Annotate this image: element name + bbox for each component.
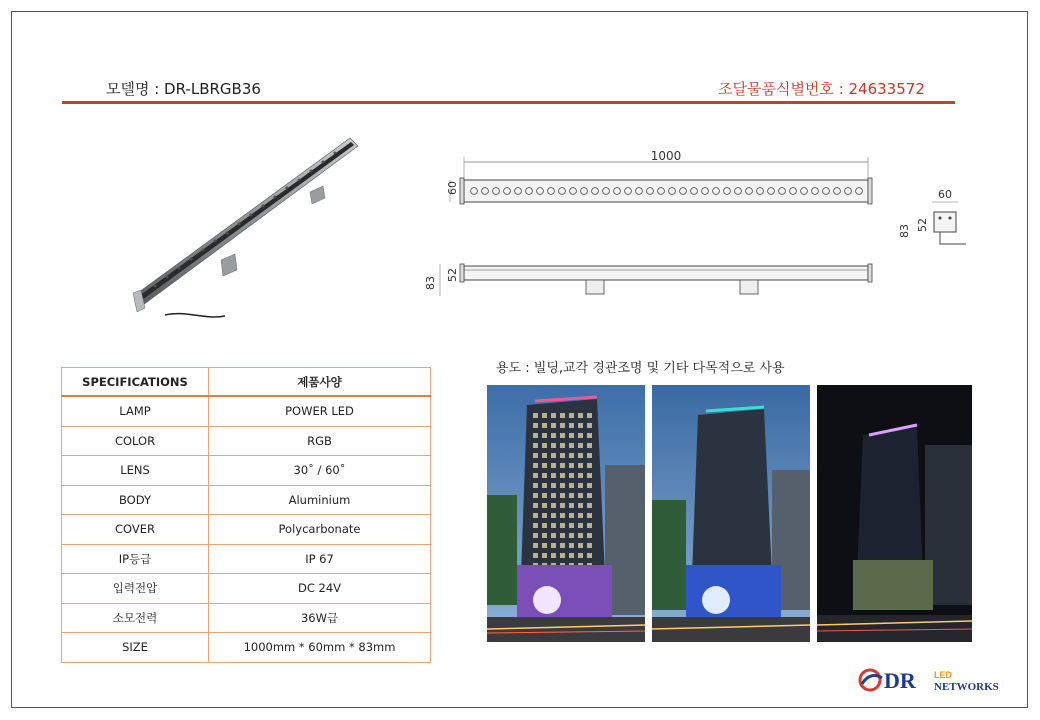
spec-value: 30˚ / 60˚ <box>209 456 431 486</box>
window-light <box>560 543 565 548</box>
window-light <box>578 513 583 518</box>
procurement-id: 조달물품식별번호 : 24633572 <box>718 80 925 98</box>
window-light <box>533 483 538 488</box>
dim-depth-body: 52 <box>446 268 459 282</box>
window-light <box>587 453 592 458</box>
window-light <box>587 533 592 538</box>
table-row <box>62 574 431 604</box>
window-light <box>560 433 565 438</box>
window-light <box>533 463 538 468</box>
window-light <box>551 453 556 458</box>
building-photo-night <box>817 385 972 642</box>
window-light <box>533 443 538 448</box>
table-row <box>62 456 431 486</box>
window-light <box>569 513 574 518</box>
dim-side-width: 60 <box>938 188 952 201</box>
window-light <box>578 413 583 418</box>
window-light <box>587 493 592 498</box>
window-light <box>587 433 592 438</box>
window-light <box>578 533 583 538</box>
window-light <box>542 443 547 448</box>
window-light <box>533 533 538 538</box>
window-light <box>551 433 556 438</box>
window-light <box>551 443 556 448</box>
window-light <box>569 493 574 498</box>
window-light <box>560 463 565 468</box>
window-light <box>551 503 556 508</box>
spec-label: COLOR <box>62 426 209 456</box>
window-light <box>533 413 538 418</box>
window-light <box>551 473 556 478</box>
window-light <box>569 443 574 448</box>
window-light <box>578 433 583 438</box>
table-row <box>62 396 431 426</box>
window-light <box>542 413 547 418</box>
window-light <box>542 543 547 548</box>
window-light <box>578 443 583 448</box>
window-light <box>569 463 574 468</box>
header-divider <box>62 101 955 104</box>
window-light <box>578 453 583 458</box>
table-row <box>62 515 431 545</box>
table-row <box>62 633 431 663</box>
window-light <box>569 413 574 418</box>
window-light <box>551 543 556 548</box>
window-light <box>542 503 547 508</box>
window-light <box>578 493 583 498</box>
window-light <box>551 493 556 498</box>
window-light <box>569 523 574 528</box>
window-light <box>551 423 556 428</box>
window-light <box>542 523 547 528</box>
window-light <box>587 513 592 518</box>
window-light <box>542 463 547 468</box>
window-light <box>578 523 583 528</box>
spec-label: LAMP <box>62 396 209 426</box>
window-light <box>587 473 592 478</box>
window-light <box>542 553 547 558</box>
window-light <box>560 503 565 508</box>
spec-value: DC 24V <box>209 574 431 604</box>
window-light <box>533 553 538 558</box>
window-light <box>533 473 538 478</box>
company-logo <box>858 666 1003 694</box>
spec-label: LENS <box>62 456 209 486</box>
spec-value: RGB <box>209 426 431 456</box>
window-light <box>587 503 592 508</box>
window-light <box>560 523 565 528</box>
window-light <box>569 553 574 558</box>
window-light <box>542 493 547 498</box>
window-light <box>533 433 538 438</box>
usage-text: 용도 : 빌딩,교각 경관조명 및 기타 다목적으로 사용 <box>496 361 785 376</box>
window-light <box>551 513 556 518</box>
window-light <box>569 423 574 428</box>
window-light <box>587 553 592 558</box>
window-light <box>587 483 592 488</box>
window-light <box>542 483 547 488</box>
window-light <box>551 533 556 538</box>
spec-label: 입력전압 <box>62 574 209 604</box>
window-light <box>560 423 565 428</box>
dim-depth-total: 83 <box>424 276 437 290</box>
window-light <box>542 473 547 478</box>
spec-label: SIZE <box>62 633 209 663</box>
window-light <box>587 463 592 468</box>
logo-led: LED <box>934 670 952 680</box>
spec-header-label: SPECIFICATIONS <box>62 368 209 397</box>
window-light <box>560 413 565 418</box>
table-row <box>62 485 431 515</box>
window-light <box>533 543 538 548</box>
window-light <box>578 473 583 478</box>
window-light <box>533 503 538 508</box>
model-name: 모델명 : DR-LBRGB36 <box>106 80 261 98</box>
window-light <box>542 453 547 458</box>
window-light <box>569 503 574 508</box>
spec-header-value: 제품사양 <box>209 368 431 397</box>
window-light <box>578 553 583 558</box>
window-light <box>533 453 538 458</box>
spec-value: IP 67 <box>209 544 431 574</box>
window-light <box>560 453 565 458</box>
product-image <box>125 130 365 325</box>
dim-side-total: 83 <box>898 224 911 238</box>
spec-value: 36W급 <box>209 603 431 633</box>
window-light <box>560 493 565 498</box>
spec-table <box>61 367 431 663</box>
logo-networks: NETWORKS <box>934 681 999 693</box>
dim-side-body: 52 <box>916 218 929 232</box>
spec-label: IP등급 <box>62 544 209 574</box>
window-light <box>551 523 556 528</box>
window-light <box>587 413 592 418</box>
window-light <box>587 443 592 448</box>
window-light <box>560 483 565 488</box>
building-photo-dusk-pink <box>487 385 645 642</box>
window-light <box>542 513 547 518</box>
spec-label: COVER <box>62 515 209 545</box>
window-light <box>542 423 547 428</box>
technical-drawing <box>420 140 980 310</box>
window-light <box>542 533 547 538</box>
window-light <box>569 483 574 488</box>
building-photo-dusk-cyan <box>652 385 810 642</box>
table-row <box>62 544 431 574</box>
window-light <box>569 453 574 458</box>
spec-header-row <box>62 368 431 397</box>
window-light <box>569 543 574 548</box>
window-light <box>551 463 556 468</box>
spec-value: Aluminium <box>209 485 431 515</box>
window-light <box>578 503 583 508</box>
spec-value: POWER LED <box>209 396 431 426</box>
window-light <box>587 423 592 428</box>
window-light <box>560 553 565 558</box>
window-light <box>533 493 538 498</box>
window-light <box>578 423 583 428</box>
window-light <box>542 433 547 438</box>
window-light <box>587 523 592 528</box>
window-light <box>578 543 583 548</box>
spec-value: 1000mm * 60mm * 83mm <box>209 633 431 663</box>
window-light <box>578 463 583 468</box>
window-light <box>569 533 574 538</box>
dim-height-front: 60 <box>446 181 459 195</box>
window-light <box>569 473 574 478</box>
table-row <box>62 426 431 456</box>
window-light <box>560 473 565 478</box>
dim-length: 1000 <box>650 149 682 163</box>
window-light <box>560 443 565 448</box>
window-light <box>551 483 556 488</box>
window-light <box>560 513 565 518</box>
spec-label: BODY <box>62 485 209 515</box>
table-row <box>62 603 431 633</box>
window-light <box>551 413 556 418</box>
window-light <box>578 483 583 488</box>
window-light <box>533 513 538 518</box>
window-light <box>569 433 574 438</box>
window-light <box>560 533 565 538</box>
spec-value: Polycarbonate <box>209 515 431 545</box>
window-light <box>533 423 538 428</box>
window-light <box>587 543 592 548</box>
spec-label: 소모전력 <box>62 603 209 633</box>
window-light <box>551 553 556 558</box>
window-light <box>533 523 538 528</box>
logo-brand: DR <box>884 668 916 693</box>
